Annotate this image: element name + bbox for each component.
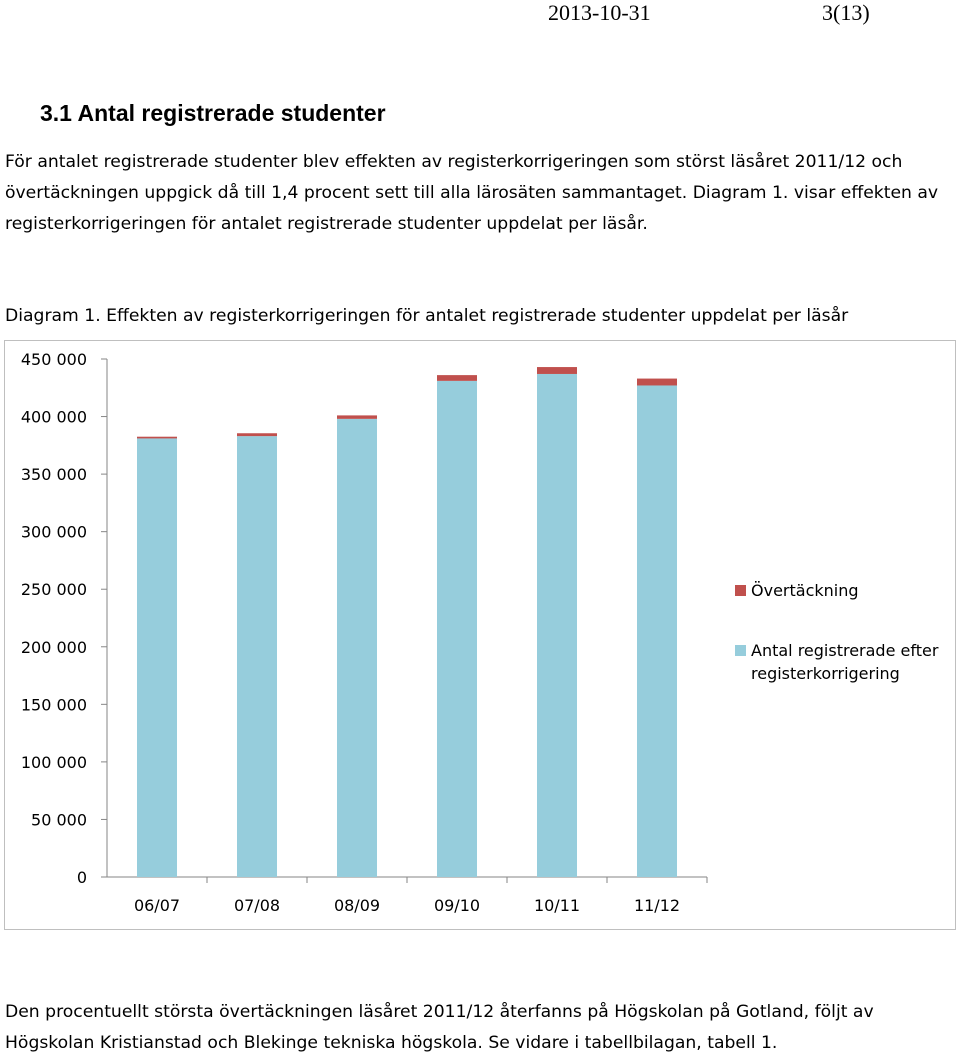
bar-segment (237, 433, 277, 436)
x-tick-label: 10/11 (533, 896, 581, 915)
y-tick-label: 100 000 (20, 752, 87, 772)
y-tick-label: 300 000 (20, 522, 87, 542)
x-tick-label: 08/09 (333, 896, 381, 915)
x-tick-label: 11/12 (633, 896, 681, 915)
y-tick-label: 150 000 (20, 695, 87, 715)
legend-swatch (735, 585, 746, 596)
bar-segment (137, 437, 177, 439)
header-date: 2013-10-31 (548, 0, 651, 25)
outro-paragraph: Den procentuellt största övertäckningen läsåret 2011/12 återfanns på Högskolan på Gotland, följt av Högskolan Kristianstad och Blekinge tekniska högskola. Se vidare i tabellbilagan, tabell 1. (5, 1002, 874, 1053)
x-tick-label: 06/07 (133, 896, 181, 915)
stacked-bar-chart (5, 341, 955, 929)
chart-axes (107, 359, 707, 877)
legend-label: Antal registrerade efter registerkorrigering (751, 641, 939, 683)
intro-paragraph: För antalet registrerade studenter blev effekten av registerkorrigeringen som störst läsåret 2011/12 och övertäckningen uppgick då till 1,4 procent sett till alla lärosäten sammantaget. Diagram 1. visar effekten av registerkorrigeringen för antalet registrerade studenter uppdelat per läsår. (5, 152, 939, 234)
legend-swatch (735, 645, 746, 656)
chart-legend (735, 581, 939, 683)
chart-frame (4, 340, 956, 930)
bar-segment (437, 381, 477, 877)
y-tick-label: 350 000 (20, 465, 87, 485)
bar-segment (437, 375, 477, 381)
y-tick-label: 250 000 (20, 580, 87, 600)
bar-segment (537, 374, 577, 877)
bar-segment (537, 367, 577, 374)
bar-segment (637, 385, 677, 877)
bar-segment (337, 419, 377, 877)
y-tick-label: 50 000 (31, 810, 87, 830)
bar-segment (237, 436, 277, 877)
chart-bars (137, 367, 677, 877)
header-page-number: 3(13) (822, 0, 870, 25)
bar-segment (337, 415, 377, 418)
y-tick-label: 400 000 (20, 407, 87, 427)
bar-segment (137, 438, 177, 877)
y-axis-ticks (21, 350, 107, 887)
x-axis-labels (134, 877, 707, 915)
section-title: 3.1 Antal registrerade studenter (40, 100, 386, 126)
x-tick-label: 09/10 (433, 896, 481, 915)
y-tick-label: 0 (76, 868, 87, 887)
y-tick-label: 200 000 (20, 637, 87, 657)
diagram-caption: Diagram 1. Effekten av registerkorrigeringen för antalet registrerade studenter uppdelat per läsår (5, 306, 849, 326)
y-tick-label: 450 000 (20, 350, 87, 369)
x-tick-label: 07/08 (233, 896, 281, 915)
bar-segment (637, 379, 677, 386)
legend-label: Övertäckning (751, 581, 859, 600)
